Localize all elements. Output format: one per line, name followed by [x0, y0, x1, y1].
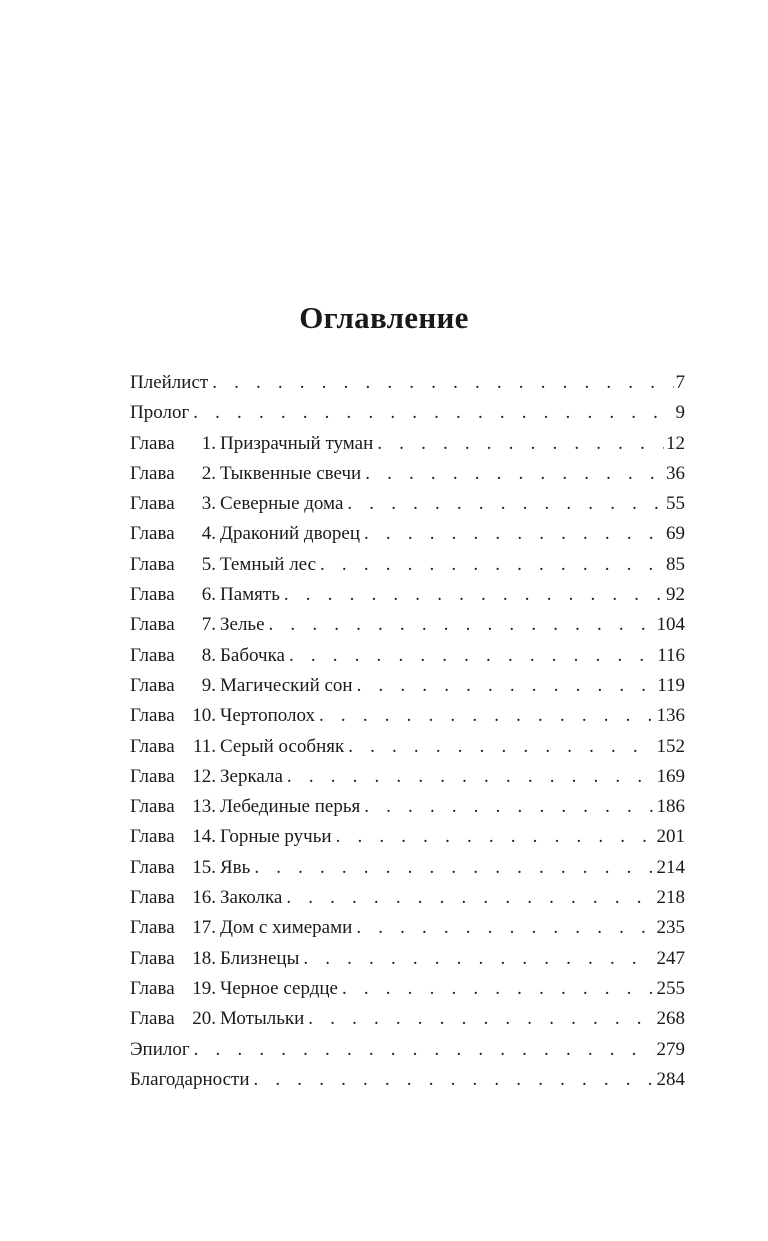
- dot-leader: [352, 917, 654, 939]
- chapter-number: 18.: [192, 947, 216, 969]
- toc-page-number: 85: [666, 553, 685, 575]
- chapter-number: 13.: [192, 796, 216, 818]
- chapter-word: Глава: [130, 644, 175, 666]
- chapter-word: Глава: [130, 614, 175, 636]
- dot-leader: [373, 433, 664, 455]
- toc-entry-label: Эпилог: [130, 1038, 190, 1060]
- toc-page-number: 218: [656, 887, 685, 909]
- chapter-word: Глава: [130, 493, 175, 515]
- toc-entry-chapter: [130, 705, 685, 735]
- chapter-number: 19.: [192, 977, 216, 999]
- toc-entry-label: Плейлист: [130, 372, 209, 393]
- toc-entry-chapter: [130, 493, 685, 523]
- dot-leader: [332, 826, 655, 848]
- chapter-number: 9.: [201, 674, 216, 696]
- chapter-title: Зелье: [220, 614, 265, 636]
- toc-entry-playlist: [130, 372, 685, 402]
- page-title: Оглавление: [299, 300, 469, 335]
- chapter-title: Заколка: [220, 887, 283, 909]
- chapter-word: Глава: [130, 856, 175, 878]
- toc-entry-chapter: [130, 675, 685, 705]
- toc-page-number: 255: [656, 977, 685, 999]
- chapter-word: Глава: [130, 947, 175, 969]
- toc-entry-chapter: [130, 948, 685, 978]
- toc-page-number: 214: [656, 856, 685, 878]
- toc-page-number: 268: [656, 1008, 685, 1030]
- chapter-title: Явь: [220, 856, 251, 878]
- toc-entry-chapter: [130, 796, 685, 826]
- chapter-word: Глава: [130, 917, 175, 939]
- chapter-word: Глава: [130, 705, 175, 727]
- dot-leader: [299, 948, 654, 970]
- chapter-title: Память: [220, 584, 280, 606]
- dot-leader: [361, 463, 664, 485]
- dot-leader: [283, 766, 655, 788]
- chapter-number: 15.: [192, 856, 216, 878]
- dot-leader: [338, 978, 655, 1000]
- chapter-word: Глава: [130, 765, 175, 787]
- chapter-word: Глава: [130, 887, 175, 909]
- toc-entry-chapter: [130, 887, 685, 917]
- toc-page-number: 235: [656, 917, 685, 939]
- dot-leader: [190, 1039, 655, 1061]
- table-of-contents: [130, 372, 685, 1099]
- dot-leader: [250, 1069, 655, 1091]
- toc-page-number: 201: [656, 826, 685, 848]
- chapter-title: Северные дома: [220, 493, 344, 515]
- toc-page-number: 279: [656, 1038, 685, 1060]
- chapter-title: Темный лес: [220, 553, 317, 575]
- chapter-number: 7.: [201, 614, 216, 636]
- toc-entry-prologue: [130, 402, 685, 432]
- dot-leader: [360, 523, 664, 545]
- dot-leader: [353, 675, 656, 697]
- chapter-number: 14.: [192, 826, 216, 848]
- chapter-title: Драконий дворец: [220, 523, 361, 545]
- toc-page-number: 186: [656, 796, 685, 818]
- chapter-number: 8.: [201, 644, 216, 666]
- chapter-word: Глава: [130, 523, 175, 545]
- chapter-number: 16.: [192, 887, 216, 909]
- dot-leader: [315, 705, 654, 727]
- dot-leader: [285, 645, 655, 667]
- toc-page-number: 247: [656, 947, 685, 969]
- chapter-word: Глава: [130, 584, 175, 606]
- dot-leader: [344, 736, 654, 758]
- toc-page-number: 152: [656, 735, 685, 757]
- chapter-number: 17.: [192, 917, 216, 939]
- dot-leader: [250, 857, 654, 879]
- chapter-number: 12.: [192, 765, 216, 787]
- chapter-word: Глава: [130, 735, 175, 757]
- dot-leader: [316, 554, 664, 576]
- dot-leader: [360, 796, 654, 818]
- chapter-title: Близнецы: [220, 947, 300, 969]
- toc-entry-chapter: [130, 463, 685, 493]
- toc-entry-epilogue: [130, 1039, 685, 1069]
- dot-leader: [265, 614, 655, 636]
- chapter-word: Глава: [130, 977, 175, 999]
- toc-entry-chapter: [130, 736, 685, 766]
- dot-leader: [304, 1008, 654, 1030]
- toc-page-number: 55: [666, 493, 685, 515]
- dot-leader: [208, 372, 673, 394]
- toc-page-number: 36: [666, 462, 685, 484]
- chapter-title: Лебединые перья: [220, 796, 361, 818]
- toc-entry-chapter: [130, 523, 685, 553]
- chapter-word: Глава: [130, 796, 175, 818]
- chapter-title: Тыквенные свечи: [220, 462, 362, 484]
- chapter-number: 6.: [201, 584, 216, 606]
- chapter-title: Зеркала: [220, 765, 283, 787]
- toc-page-number: 69: [666, 523, 685, 545]
- dot-leader: [189, 402, 673, 424]
- chapter-number: 5.: [201, 553, 216, 575]
- toc-page-number: 136: [656, 705, 685, 727]
- chapter-title: Магический сон: [220, 674, 353, 696]
- toc-entry-chapter: [130, 917, 685, 947]
- toc-entry-label: Благодарности: [130, 1068, 250, 1090]
- chapter-word: Глава: [130, 553, 175, 575]
- toc-page-number: 116: [657, 644, 685, 666]
- chapter-number: 2.: [201, 462, 216, 484]
- chapter-number: 20.: [192, 1008, 216, 1030]
- dot-leader: [343, 493, 664, 515]
- toc-page-number: 119: [657, 674, 685, 696]
- chapter-number: 4.: [201, 523, 216, 545]
- toc-entry-chapter: [130, 978, 685, 1008]
- toc-page-number: 9: [675, 402, 685, 424]
- chapter-title: Черное сердце: [220, 977, 338, 999]
- chapter-number: 1.: [201, 432, 216, 454]
- dot-leader: [282, 887, 654, 909]
- chapter-title: Бабочка: [220, 644, 285, 666]
- toc-page-number: 104: [656, 614, 685, 636]
- chapter-title: Чертополох: [220, 705, 316, 727]
- chapter-title: Серый особняк: [220, 735, 345, 757]
- toc-entry-label: Пролог: [130, 402, 190, 424]
- toc-entry-chapter: [130, 584, 685, 614]
- chapter-word: Глава: [130, 462, 175, 484]
- toc-entry-acknowledgements: [130, 1069, 685, 1099]
- dot-leader: [280, 584, 664, 606]
- chapter-title: Мотыльки: [220, 1008, 305, 1030]
- toc-page-number: 92: [666, 584, 685, 606]
- toc-entry-chapter: [130, 645, 685, 675]
- chapter-title: Призрачный туман: [220, 432, 374, 454]
- toc-page-number: 169: [656, 765, 685, 787]
- chapter-number: 3.: [201, 493, 216, 515]
- chapter-title: Горные ручьи: [220, 826, 332, 848]
- toc-entry-chapter: [130, 554, 685, 584]
- chapter-word: Глава: [130, 432, 175, 454]
- toc-entry-chapter: [130, 1008, 685, 1038]
- toc-entry-chapter: [130, 766, 685, 796]
- toc-entry-chapter: [130, 857, 685, 887]
- chapter-word: Глава: [130, 1008, 175, 1030]
- chapter-title: Дом с химерами: [220, 917, 353, 939]
- toc-page-number: 12: [666, 432, 685, 454]
- chapter-number: 10.: [192, 705, 216, 727]
- chapter-word: Глава: [130, 674, 175, 696]
- toc-page-number: 7: [675, 372, 685, 393]
- chapter-number: 11.: [192, 735, 216, 757]
- toc-entry-chapter: [130, 614, 685, 644]
- toc-entry-chapter: [130, 433, 685, 463]
- toc-entry-chapter: [130, 826, 685, 856]
- chapter-word: Глава: [130, 826, 175, 848]
- toc-page-number: 284: [656, 1068, 685, 1090]
